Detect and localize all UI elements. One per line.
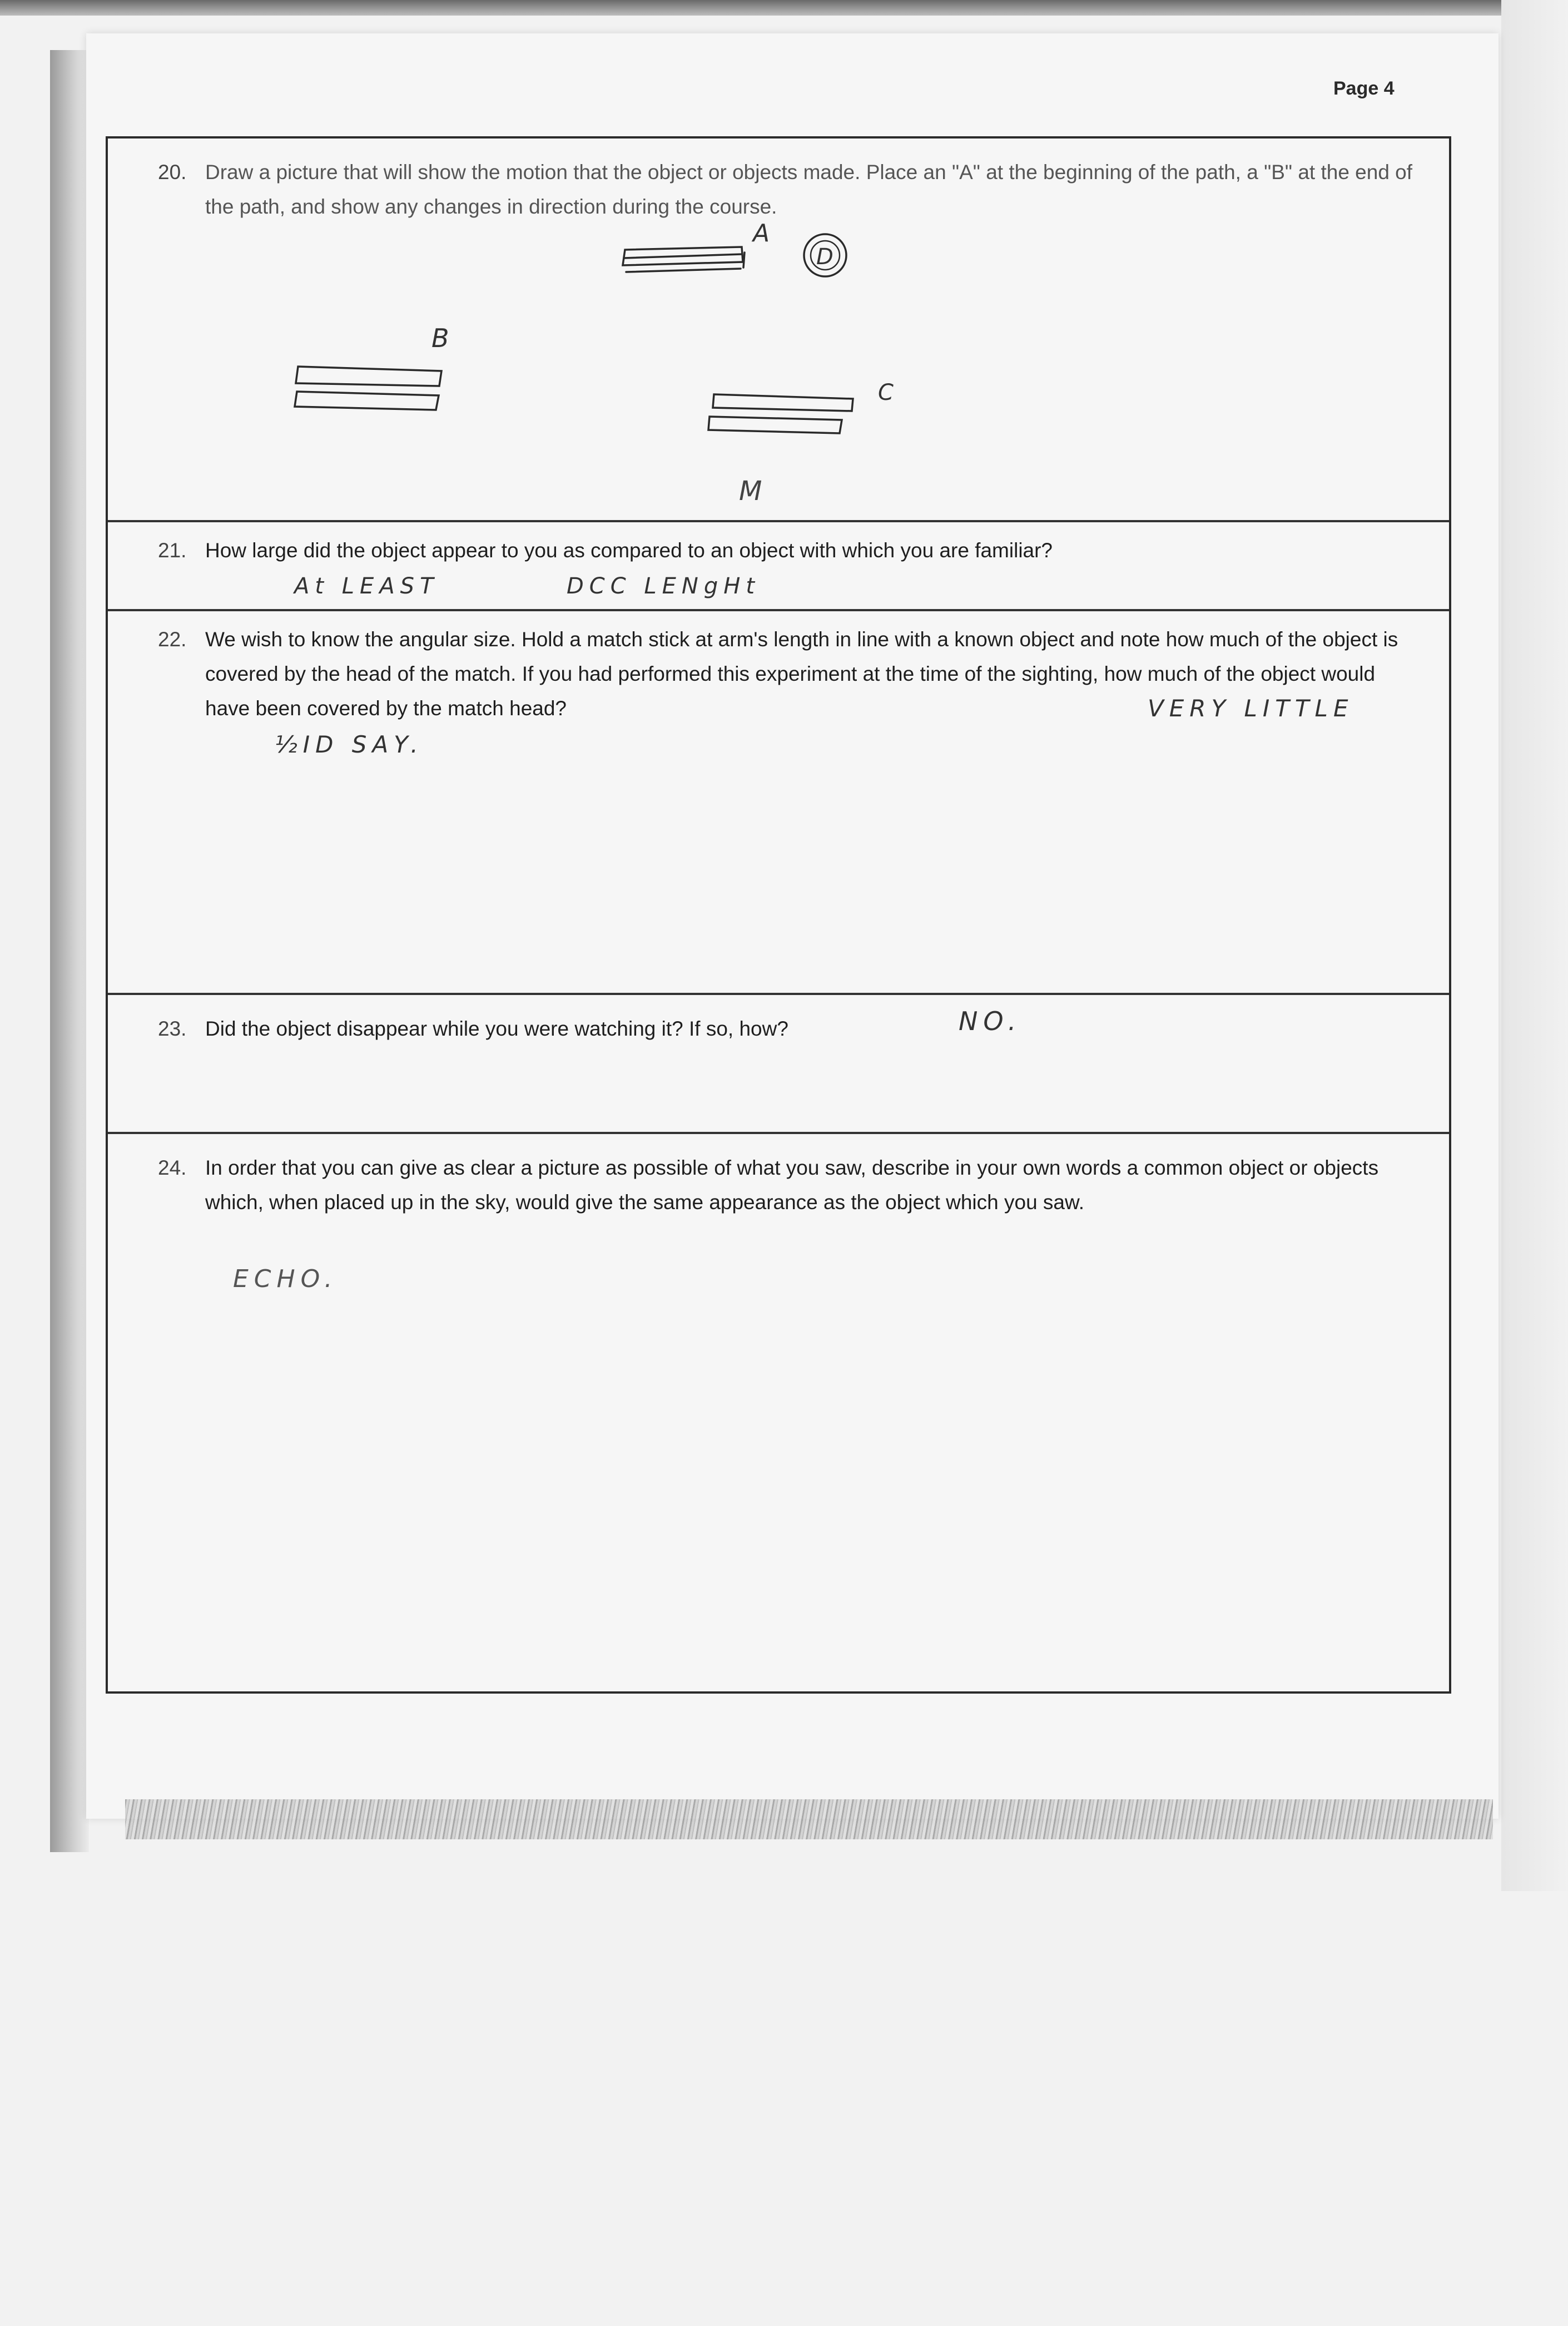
sketch-label-a: A: [753, 219, 770, 248]
sketch-label-c: C: [878, 380, 894, 405]
page-number: Page 4: [1333, 78, 1395, 99]
question-21-section: [108, 522, 1449, 611]
question-22-number: 22.: [158, 628, 187, 651]
question-21-text: 21. How large did the object appear to you as compared to an object with which you are familiar?: [158, 533, 1416, 568]
question-20-text: 20. Draw a picture that will show the motion that the object or objects made. Place an "A" at the beginning of the path, a "B" at the end of the path, and show any changes in direction during the course.: [158, 155, 1416, 224]
questionnaire-form: [106, 136, 1451, 1694]
question-22-section: [108, 611, 1449, 995]
question-23-text: 23. Did the object disappear while you were watching it? If so, how?: [158, 1012, 1416, 1046]
scan-left-shadow: [50, 50, 89, 1852]
motion-path-sketch: [108, 138, 1449, 522]
question-22-answer-continued: ½ID SAY.: [275, 731, 424, 758]
question-22-text: 22. We wish to know the angular size. Hold a match stick at arm's length in line with a known object and note how much of the object is covered by the head of the match. If you had performed this experiment at the time of the sighting, how much of the object would have been covered by the match head?: [158, 622, 1416, 726]
question-23-section: [108, 995, 1449, 1134]
sketch-label-b: B: [431, 323, 449, 353]
sketch-label-d: D: [816, 244, 833, 270]
question-24-number: 24.: [158, 1156, 187, 1179]
question-21-answer-part1: At LEAST: [294, 573, 439, 599]
question-24-text: 24. In order that you can give as clear a picture as possible of what you saw, describe in your own words a common object or objects which, when placed up in the sky, would give the same appearance as the object which you saw.: [158, 1151, 1416, 1220]
question-21-answer-part2: DCC LENgHt: [567, 573, 761, 599]
question-20-section: [108, 138, 1449, 522]
question-20-number: 20.: [158, 161, 187, 184]
question-23-answer: NO.: [959, 1006, 1022, 1036]
question-24-answer: ECHO.: [233, 1265, 338, 1293]
sketch-label-m: M: [739, 476, 762, 507]
scan-bottom-strip: [125, 1799, 1493, 1839]
scan-top-edge: [0, 0, 1568, 16]
question-22-answer-inline: VERY LITTLE: [1148, 695, 1354, 722]
question-21-number: 21.: [158, 539, 187, 562]
question-23-number: 23.: [158, 1017, 187, 1040]
scan-right-margin: [1501, 0, 1568, 1891]
question-24-section: [108, 1134, 1449, 1691]
